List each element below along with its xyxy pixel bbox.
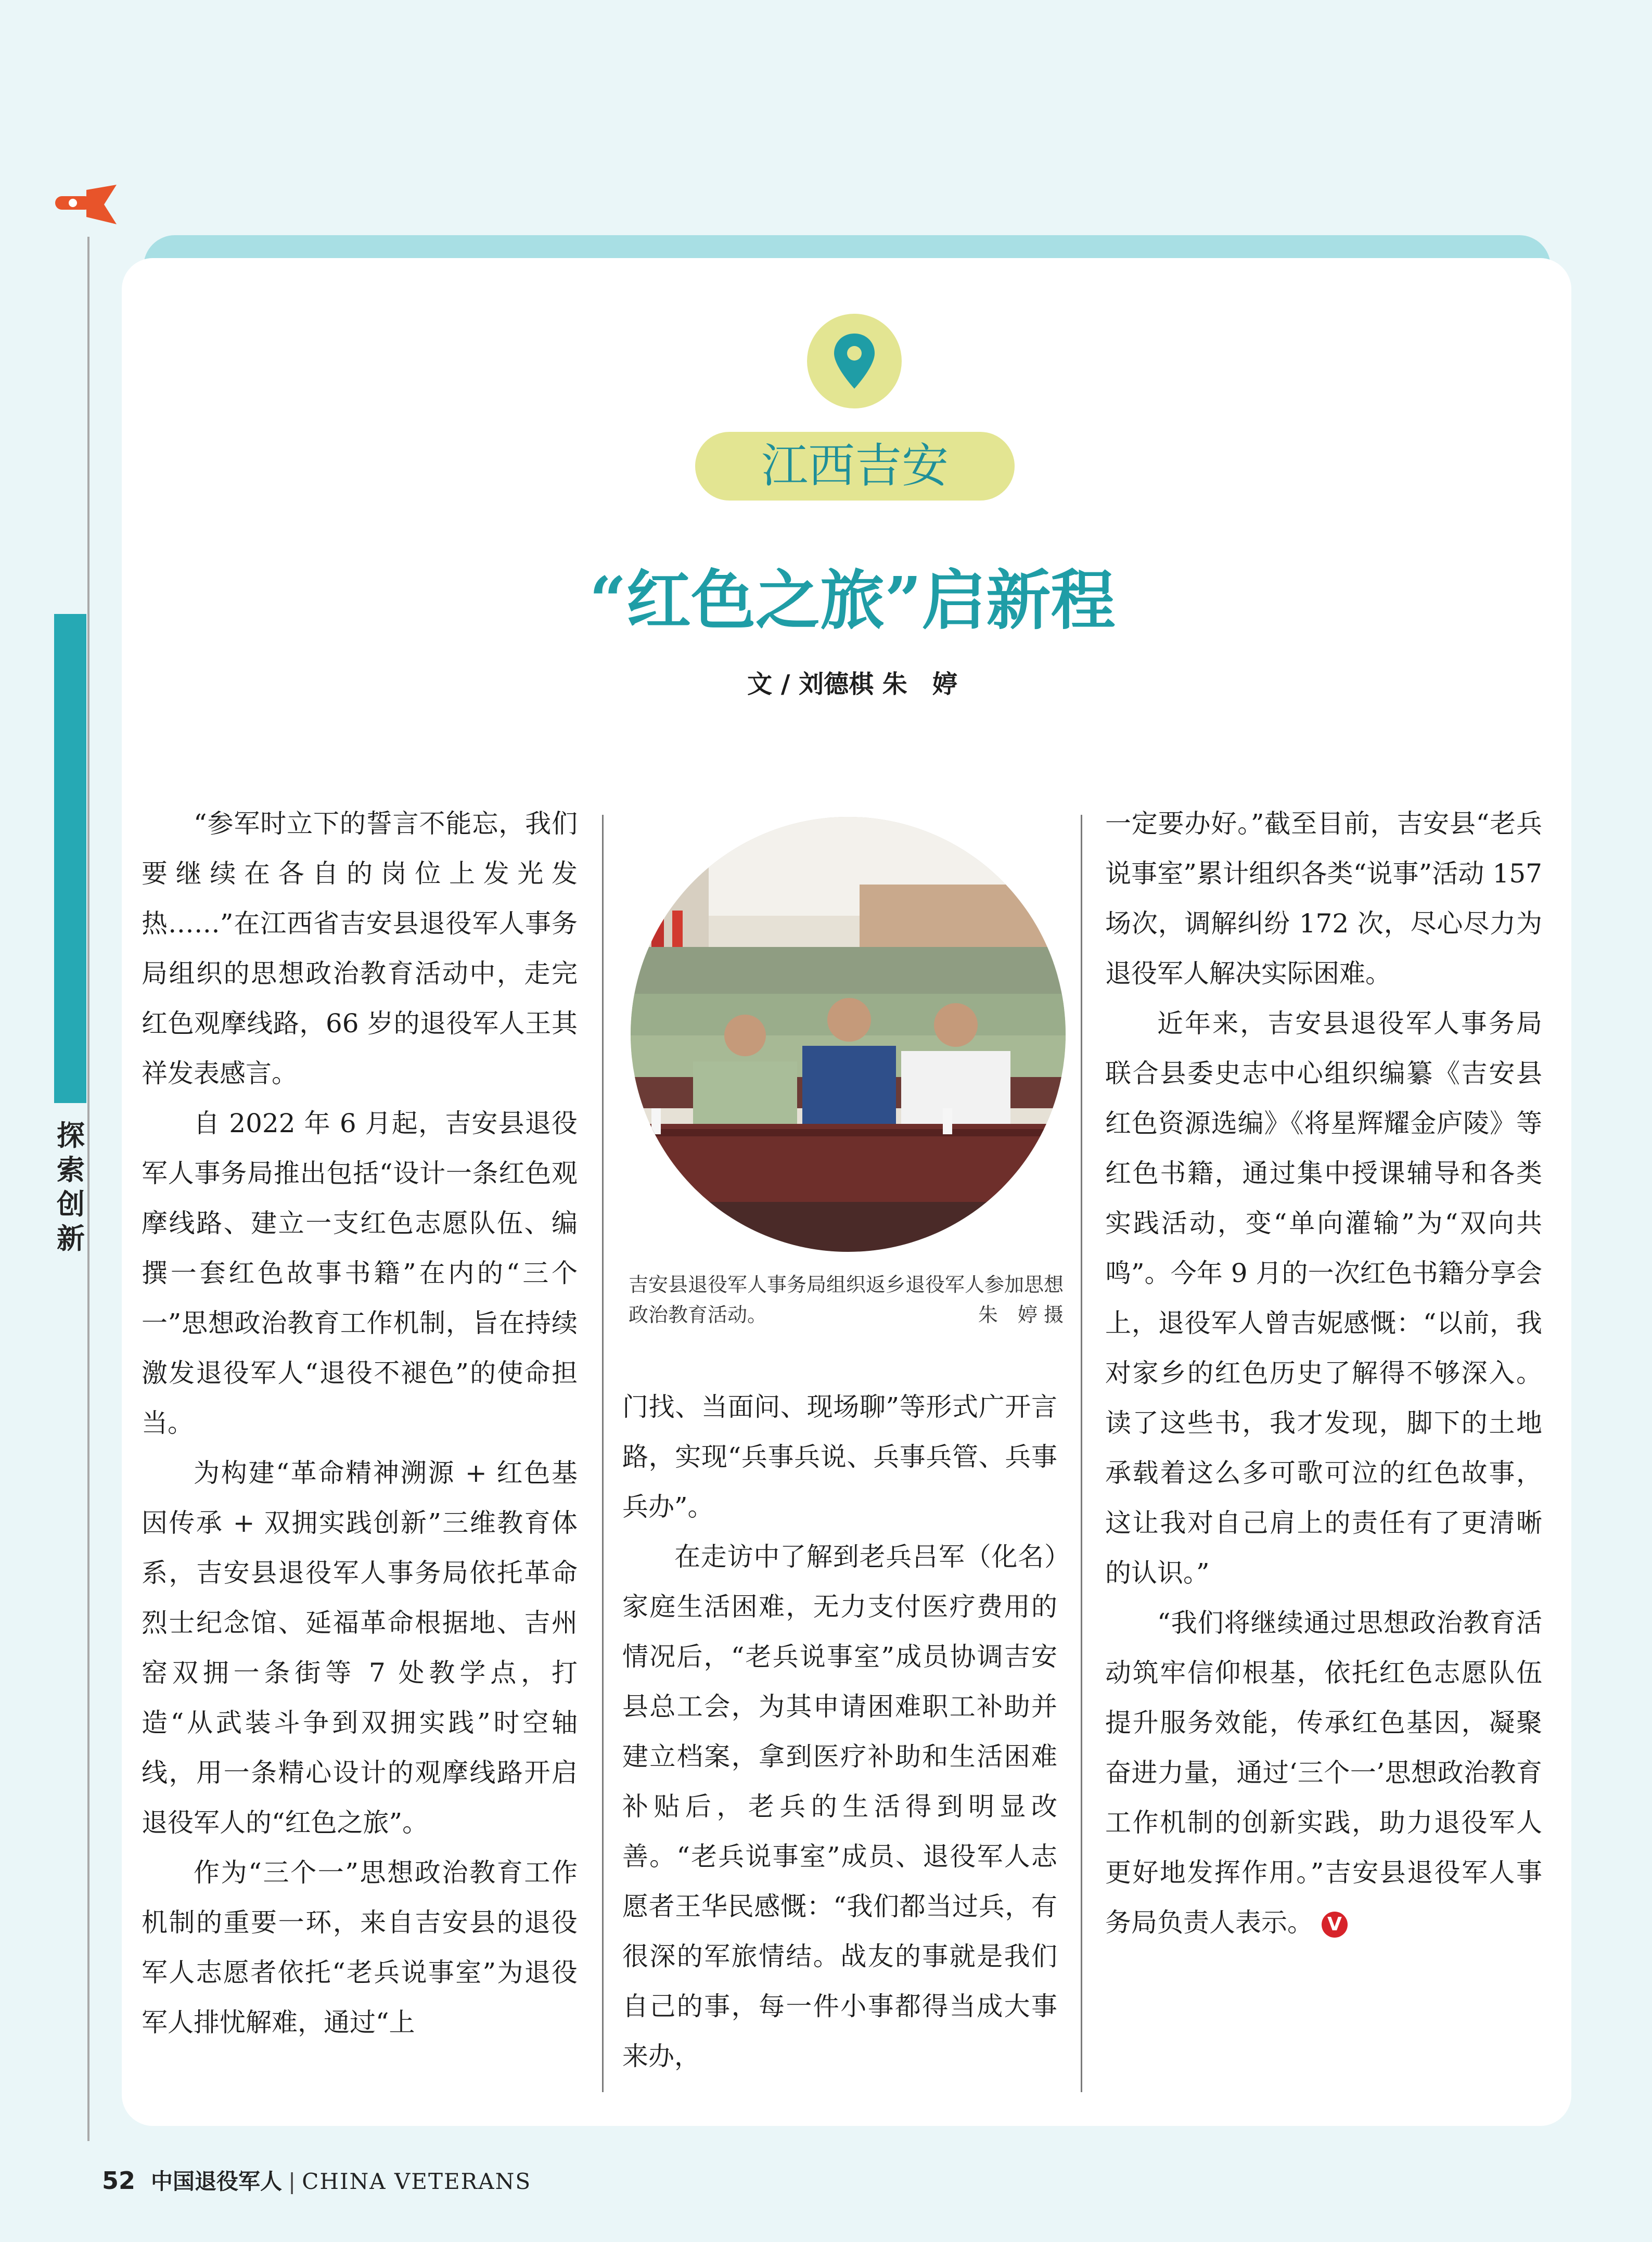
paragraph: 门找、当面问、现场聊”等形式广开言路，实现“兵事兵说、兵事兵管、兵事兵办”。 — [622, 1392, 1057, 1522]
region-label: 江西吉安 — [695, 432, 1015, 501]
paragraph: “参军时立下的誓言不能忘，我们要继续在各自的岗位上发光发热……”在江西省吉安县退役军人事务局组织的思想政治教育活动中，走完红色观摩线路，66 岁的退役军人王其祥发表感言。 — [142, 809, 578, 1088]
text-column-3 — [1105, 799, 1542, 1948]
text-column-1 — [142, 799, 578, 2047]
paragraph: 近年来，吉安县退役军人事务局联合县委史志中心组织编纂《吉安县红色资源选编》《将星辉耀金庐陵》等红色书籍，通过集中授课辅导和各类实践活动，变“单向灌输”为“双向共鸣”。今年 9 月的一次红色书籍分享会上，退役军人曾吉妮感慨：“以前，我对家乡的红色历史了解得不够深入。读了这些书，我才发现，脚下的土地承载着这么多可歌可泣的红色故事，这让我对自己肩上的责任有了更清晰的认识。” — [1105, 1008, 1542, 1588]
photo-credit: 朱 婷 摄 — [978, 1303, 1064, 1326]
paragraph: 一定要办好。”截至目前，吉安县“老兵说事室”累计组织各类“说事”活动 157 场次，调解纠纷 172 次，尽心尽力为退役军人解决实际困难。 — [1105, 809, 1542, 989]
paragraph — [1105, 1598, 1542, 1948]
article-photo — [631, 817, 1066, 1252]
page-footer — [102, 2166, 531, 2196]
caption-text: 吉安县退役军人事务局组织返乡退役军人参加思想政治教育活动。 — [629, 1273, 1064, 1326]
article-title: “红色之旅”启新程 — [589, 563, 1116, 638]
end-mark-icon: V — [1322, 1912, 1348, 1938]
magazine-name: 中国退役军人 — [151, 2169, 283, 2194]
magazine-logo-icon — [55, 185, 119, 224]
section-tag: 探索创新 — [57, 1119, 85, 1255]
column-divider — [1081, 815, 1082, 2092]
byline: 文 / 刘德棋 朱 婷 — [747, 670, 957, 699]
paragraph: 自 2022 年 6 月起，吉安县退役军人事务局推出包括“设计一条红色观摩线路、建立一支红色志愿队伍、编撰一套红色故事书籍”在内的“三个一”思想政治教育工作机制，旨在持续激发退役军人“退役不褪色”的使命担当。 — [142, 1108, 578, 1438]
section-color-band — [54, 614, 86, 1103]
page-number: 52 — [102, 2167, 136, 2195]
photo-caption — [629, 1270, 1064, 1330]
footer-separator: | — [288, 2169, 296, 2194]
magazine-english-name: CHINA VETERANS — [302, 2169, 532, 2194]
paragraph: 为构建“革命精神溯源 + 红色基因传承 + 双拥实践创新”三维教育体系，吉安县退役军人事务局依托革命烈士纪念馆、延福革命根据地、吉州窑双拥一条街等 7 处教学点，打造“从武装斗争到双拥实践”时空轴线，用一条精心设计的观摩线路开启退役军人的“红色之旅”。 — [142, 1458, 578, 1838]
paragraph-text: “我们将继续通过思想政治教育活动筑牢信仰根基，依托红色志愿队伍提升服务效能，传承红色基因，凝聚奋进力量，通过‘三个一’思想政治教育工作机制的创新实践，助力退役军人更好地发挥作用。”吉安县退役军人事务局负责人表示。 — [1105, 1608, 1542, 1938]
paragraph: 在走访中了解到老兵吕军（化名）家庭生活困难，无力支付医疗费用的情况后，“老兵说事室”成员协调吉安县总工会，为其申请困难职工补助并建立档案，拿到医疗补助和生活困难补贴后，老兵的生活得到明显改善。“老兵说事室”成员、退役军人志愿者王华民感慨：“我们都当过兵，有很深的军旅情结。战友的事就是我们自己的事，每一件小事都得当成大事来办， — [622, 1542, 1057, 2071]
column-divider — [602, 815, 604, 2092]
location-pin-icon — [832, 332, 877, 390]
paragraph: 作为“三个一”思想政治教育工作机制的重要一环，来自吉安县的退役军人志愿者依托“老兵说事室”为退役军人排忧解难，通过“上 — [142, 1857, 578, 2038]
location-badge — [807, 314, 902, 408]
text-column-2 — [622, 1382, 1057, 2081]
